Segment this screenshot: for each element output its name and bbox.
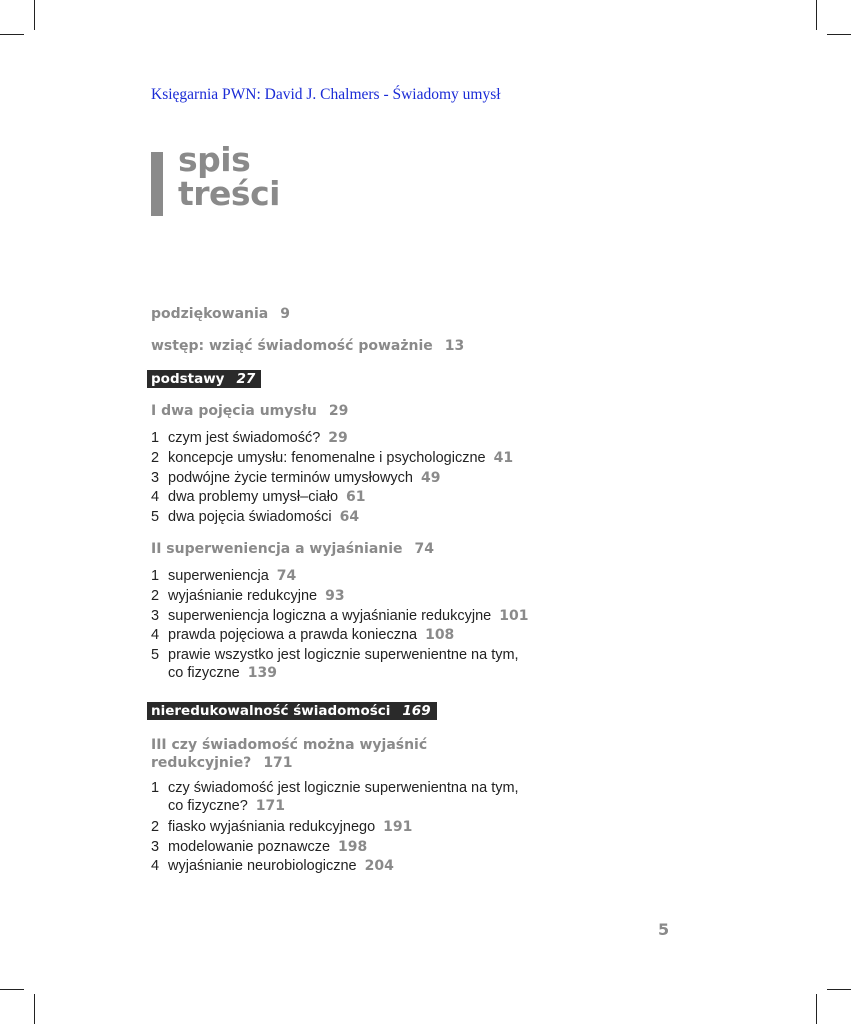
item-number: 2 bbox=[151, 588, 160, 604]
item-text: koncepcje umysłu: fenomenalne i psychologiczne bbox=[168, 450, 486, 466]
page-number: 5 bbox=[658, 920, 670, 939]
item-page: 41 bbox=[493, 450, 514, 466]
header-link[interactable]: Księgarnia PWN: David J. Chalmers - Świadomy umysł bbox=[151, 86, 501, 103]
crop-mark bbox=[827, 989, 851, 990]
item-page: 49 bbox=[421, 470, 441, 486]
item-number: 1 bbox=[151, 780, 160, 796]
item-text: dwa pojęcia świadomości bbox=[168, 509, 332, 525]
list-item[interactable] bbox=[151, 626, 454, 644]
toc-label: III czy świadomość można wyjaśnić bbox=[151, 737, 428, 753]
list-item[interactable] bbox=[151, 449, 513, 467]
item-text: prawie wszystko jest logicznie superwenientne na tym, bbox=[168, 647, 519, 663]
title-bar-decoration bbox=[151, 152, 163, 216]
list-item[interactable] bbox=[151, 488, 366, 506]
item-number: 1 bbox=[151, 430, 160, 446]
item-text: dwa problemy umysł–ciało bbox=[168, 489, 339, 505]
crop-mark bbox=[0, 34, 24, 35]
list-item[interactable] bbox=[151, 838, 367, 856]
toc-page: 171 bbox=[263, 755, 293, 771]
list-item[interactable] bbox=[151, 646, 519, 682]
item-text-continued: co fizyczne? bbox=[168, 798, 248, 814]
item-page: 191 bbox=[383, 819, 413, 835]
toc-chapter-3[interactable] bbox=[151, 736, 427, 772]
crop-mark bbox=[816, 994, 817, 1024]
item-text: modelowanie poznawcze bbox=[168, 839, 331, 855]
crop-mark bbox=[0, 989, 24, 990]
item-page: 61 bbox=[346, 489, 366, 505]
crop-mark bbox=[827, 34, 851, 35]
item-text: czy świadomość jest logicznie superwenientna na tym, bbox=[168, 780, 519, 796]
toc-page: 74 bbox=[414, 541, 435, 557]
item-text: wyjaśnianie neurobiologiczne bbox=[168, 858, 357, 874]
toc-chapter-1[interactable] bbox=[151, 403, 348, 419]
toc-acknowledgements[interactable] bbox=[151, 306, 290, 322]
toc-part-2[interactable] bbox=[147, 702, 437, 720]
crop-mark bbox=[34, 994, 35, 1024]
toc-page: 29 bbox=[328, 403, 349, 419]
item-page: 198 bbox=[338, 839, 368, 855]
toc-label: I dwa pojęcia umysłu bbox=[151, 403, 317, 419]
item-number: 5 bbox=[151, 647, 160, 663]
toc-introduction[interactable] bbox=[151, 338, 464, 354]
item-number: 3 bbox=[151, 839, 160, 855]
item-number: 4 bbox=[151, 489, 160, 505]
item-page: 204 bbox=[364, 858, 394, 874]
item-page: 93 bbox=[325, 588, 345, 604]
item-number: 4 bbox=[151, 627, 160, 643]
item-text-continued: co fizyczne bbox=[168, 665, 240, 681]
list-item[interactable] bbox=[151, 587, 345, 605]
toc-label: II superweniencja a wyjaśnianie bbox=[151, 541, 403, 557]
item-page: 171 bbox=[255, 798, 286, 814]
item-number: 3 bbox=[151, 470, 160, 486]
toc-page: 13 bbox=[444, 338, 465, 354]
title-line-2: treści bbox=[178, 174, 280, 213]
list-item[interactable] bbox=[151, 508, 359, 526]
list-item[interactable] bbox=[151, 779, 519, 815]
list-item[interactable] bbox=[151, 429, 348, 447]
title-line-1: spis bbox=[178, 140, 251, 179]
toc-page: 169 bbox=[402, 703, 431, 719]
list-item[interactable] bbox=[151, 607, 528, 625]
item-page: 108 bbox=[425, 627, 455, 643]
toc-label: nieredukowalność świadomości bbox=[151, 703, 391, 719]
item-text: prawda pojęciowa a prawda konieczna bbox=[168, 627, 418, 643]
item-number: 1 bbox=[151, 568, 160, 584]
toc-label: wstęp: wziąć świadomość poważnie bbox=[151, 338, 433, 354]
list-item[interactable] bbox=[151, 469, 440, 487]
page-title bbox=[178, 140, 280, 213]
item-number: 2 bbox=[151, 819, 160, 835]
toc-page: 9 bbox=[280, 306, 290, 322]
toc-label-continued: redukcyjnie? bbox=[151, 755, 252, 771]
item-page: 64 bbox=[339, 509, 360, 525]
item-number: 2 bbox=[151, 450, 160, 466]
item-number: 4 bbox=[151, 858, 160, 874]
crop-mark bbox=[34, 0, 35, 30]
toc-chapter-2[interactable] bbox=[151, 541, 434, 557]
toc-label: podziękowania bbox=[151, 306, 269, 322]
list-item[interactable] bbox=[151, 567, 296, 585]
item-page: 29 bbox=[328, 430, 348, 446]
toc-page: 27 bbox=[236, 371, 256, 387]
item-text: superweniencja bbox=[168, 568, 269, 584]
item-text: superweniencja logiczna a wyjaśnianie redukcyjne bbox=[168, 608, 492, 624]
item-text: podwójne życie terminów umysłowych bbox=[168, 470, 413, 486]
item-page: 139 bbox=[247, 665, 277, 681]
item-text: wyjaśnianie redukcyjne bbox=[168, 588, 318, 604]
item-page: 74 bbox=[276, 568, 297, 584]
toc-label: podstawy bbox=[151, 371, 225, 387]
item-page: 101 bbox=[499, 608, 529, 624]
crop-mark bbox=[816, 0, 817, 30]
list-item[interactable] bbox=[151, 818, 412, 836]
toc-part-1[interactable] bbox=[147, 370, 261, 388]
item-text: fiasko wyjaśniania redukcyjnego bbox=[168, 819, 376, 835]
item-number: 5 bbox=[151, 509, 160, 525]
list-item[interactable] bbox=[151, 857, 394, 875]
item-text: czym jest świadomość? bbox=[168, 430, 321, 446]
item-number: 3 bbox=[151, 608, 160, 624]
